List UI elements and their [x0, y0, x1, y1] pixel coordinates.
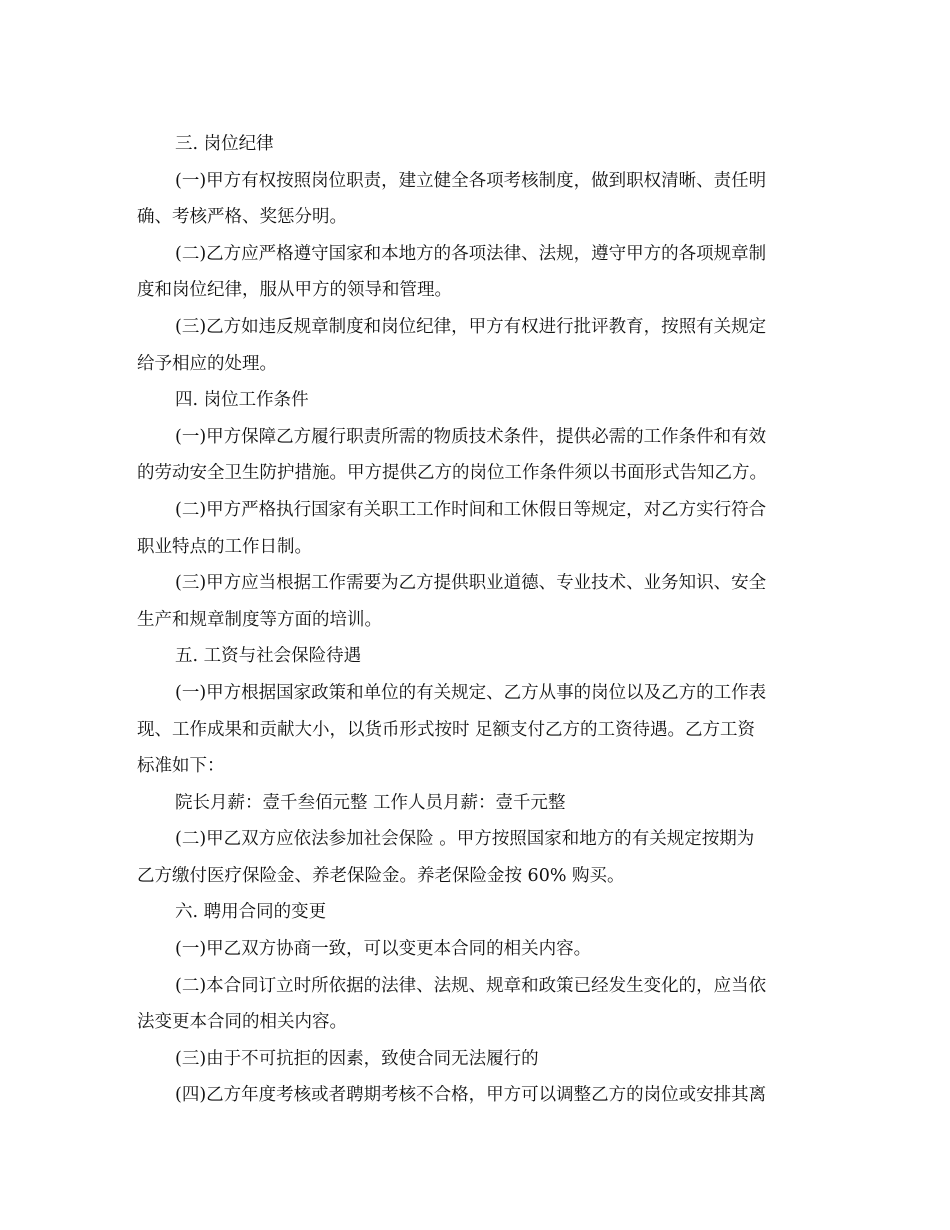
paragraph-line: 标准如下： [137, 756, 225, 777]
paragraph-line: (四)乙方年度考核或者聘期考核不合格，甲方可以调整乙方的岗位或安排其离 [175, 1085, 767, 1106]
paragraph-line: (二)甲方严格执行国家有关职工工作时间和工休假日等规定，对乙方实行符合 [175, 499, 767, 520]
paragraph-line: 度和岗位纪律，服从甲方的领导和管理。 [137, 280, 452, 301]
section-heading-5: 五. 工资与社会保险待遇 [175, 646, 362, 667]
paragraph-line: (三)乙方如违反规章制度和岗位纪律，甲方有权进行批评教育，按照有关规定 [175, 316, 767, 337]
paragraph-line: 职业特点的工作日制。 [137, 536, 312, 557]
paragraph-line: 的劳动安全卫生防护措施。甲方提供乙方的岗位工作条件须以书面形式告知乙方。 [137, 463, 767, 484]
paragraph-line: 法变更本合同的相关内容。 [137, 1012, 347, 1033]
paragraph-line: (一)甲乙双方协商一致，可以变更本合同的相关内容。 [175, 939, 592, 960]
paragraph-line: 现、工作成果和贡献大小，以货币形式按时 足额支付乙方的工资待遇。乙方工资 [137, 719, 756, 740]
paragraph-line: (一)甲方根据国家政策和单位的有关规定、乙方从事的岗位以及乙方的工作表 [175, 682, 767, 703]
paragraph-line: (二)乙方应严格遵守国家和本地方的各项法律、法规，遵守甲方的各项规章制 [175, 243, 767, 264]
paragraph-line: 乙方缴付医疗保险金、养老保险金。养老保险金按 60% 购买。 [137, 865, 625, 886]
paragraph-line: (三)由于不可抗拒的因素，致使合同无法履行的 [175, 1048, 539, 1069]
paragraph-line: 给予相应的处理。 [137, 353, 277, 374]
paragraph-line: (一)甲方有权按照岗位职责，建立健全各项考核制度，做到职权清晰、责任明 [175, 170, 767, 191]
section-heading-6: 六. 聘用合同的变更 [175, 902, 327, 923]
paragraph-line: (二)本合同订立时所依据的法律、法规、规章和政策已经发生变化的，应当依 [175, 975, 767, 996]
document-body [137, 126, 813, 1114]
section-heading-3: 三. 岗位纪律 [175, 134, 274, 154]
paragraph-line: (三)甲方应当根据工作需要为乙方提供职业道德、专业技术、业务知识、安全 [175, 573, 767, 594]
paragraph-line: (二)甲乙双方应依法参加社会保险 。甲方按照国家和地方的有关规定按期为 [175, 829, 755, 850]
salary-line: 院长月薪：壹千叁佰元整 工作人员月薪：壹千元整 [175, 792, 566, 813]
paragraph-line: 生产和规章制度等方面的培训。 [137, 609, 382, 630]
section-heading-4: 四. 岗位工作条件 [175, 390, 309, 411]
paragraph-line: (一)甲方保障乙方履行职责所需的物质技术条件，提供必需的工作条件和有效 [175, 426, 767, 447]
paragraph-line: 确、考核严格、奖惩分明。 [137, 207, 347, 228]
